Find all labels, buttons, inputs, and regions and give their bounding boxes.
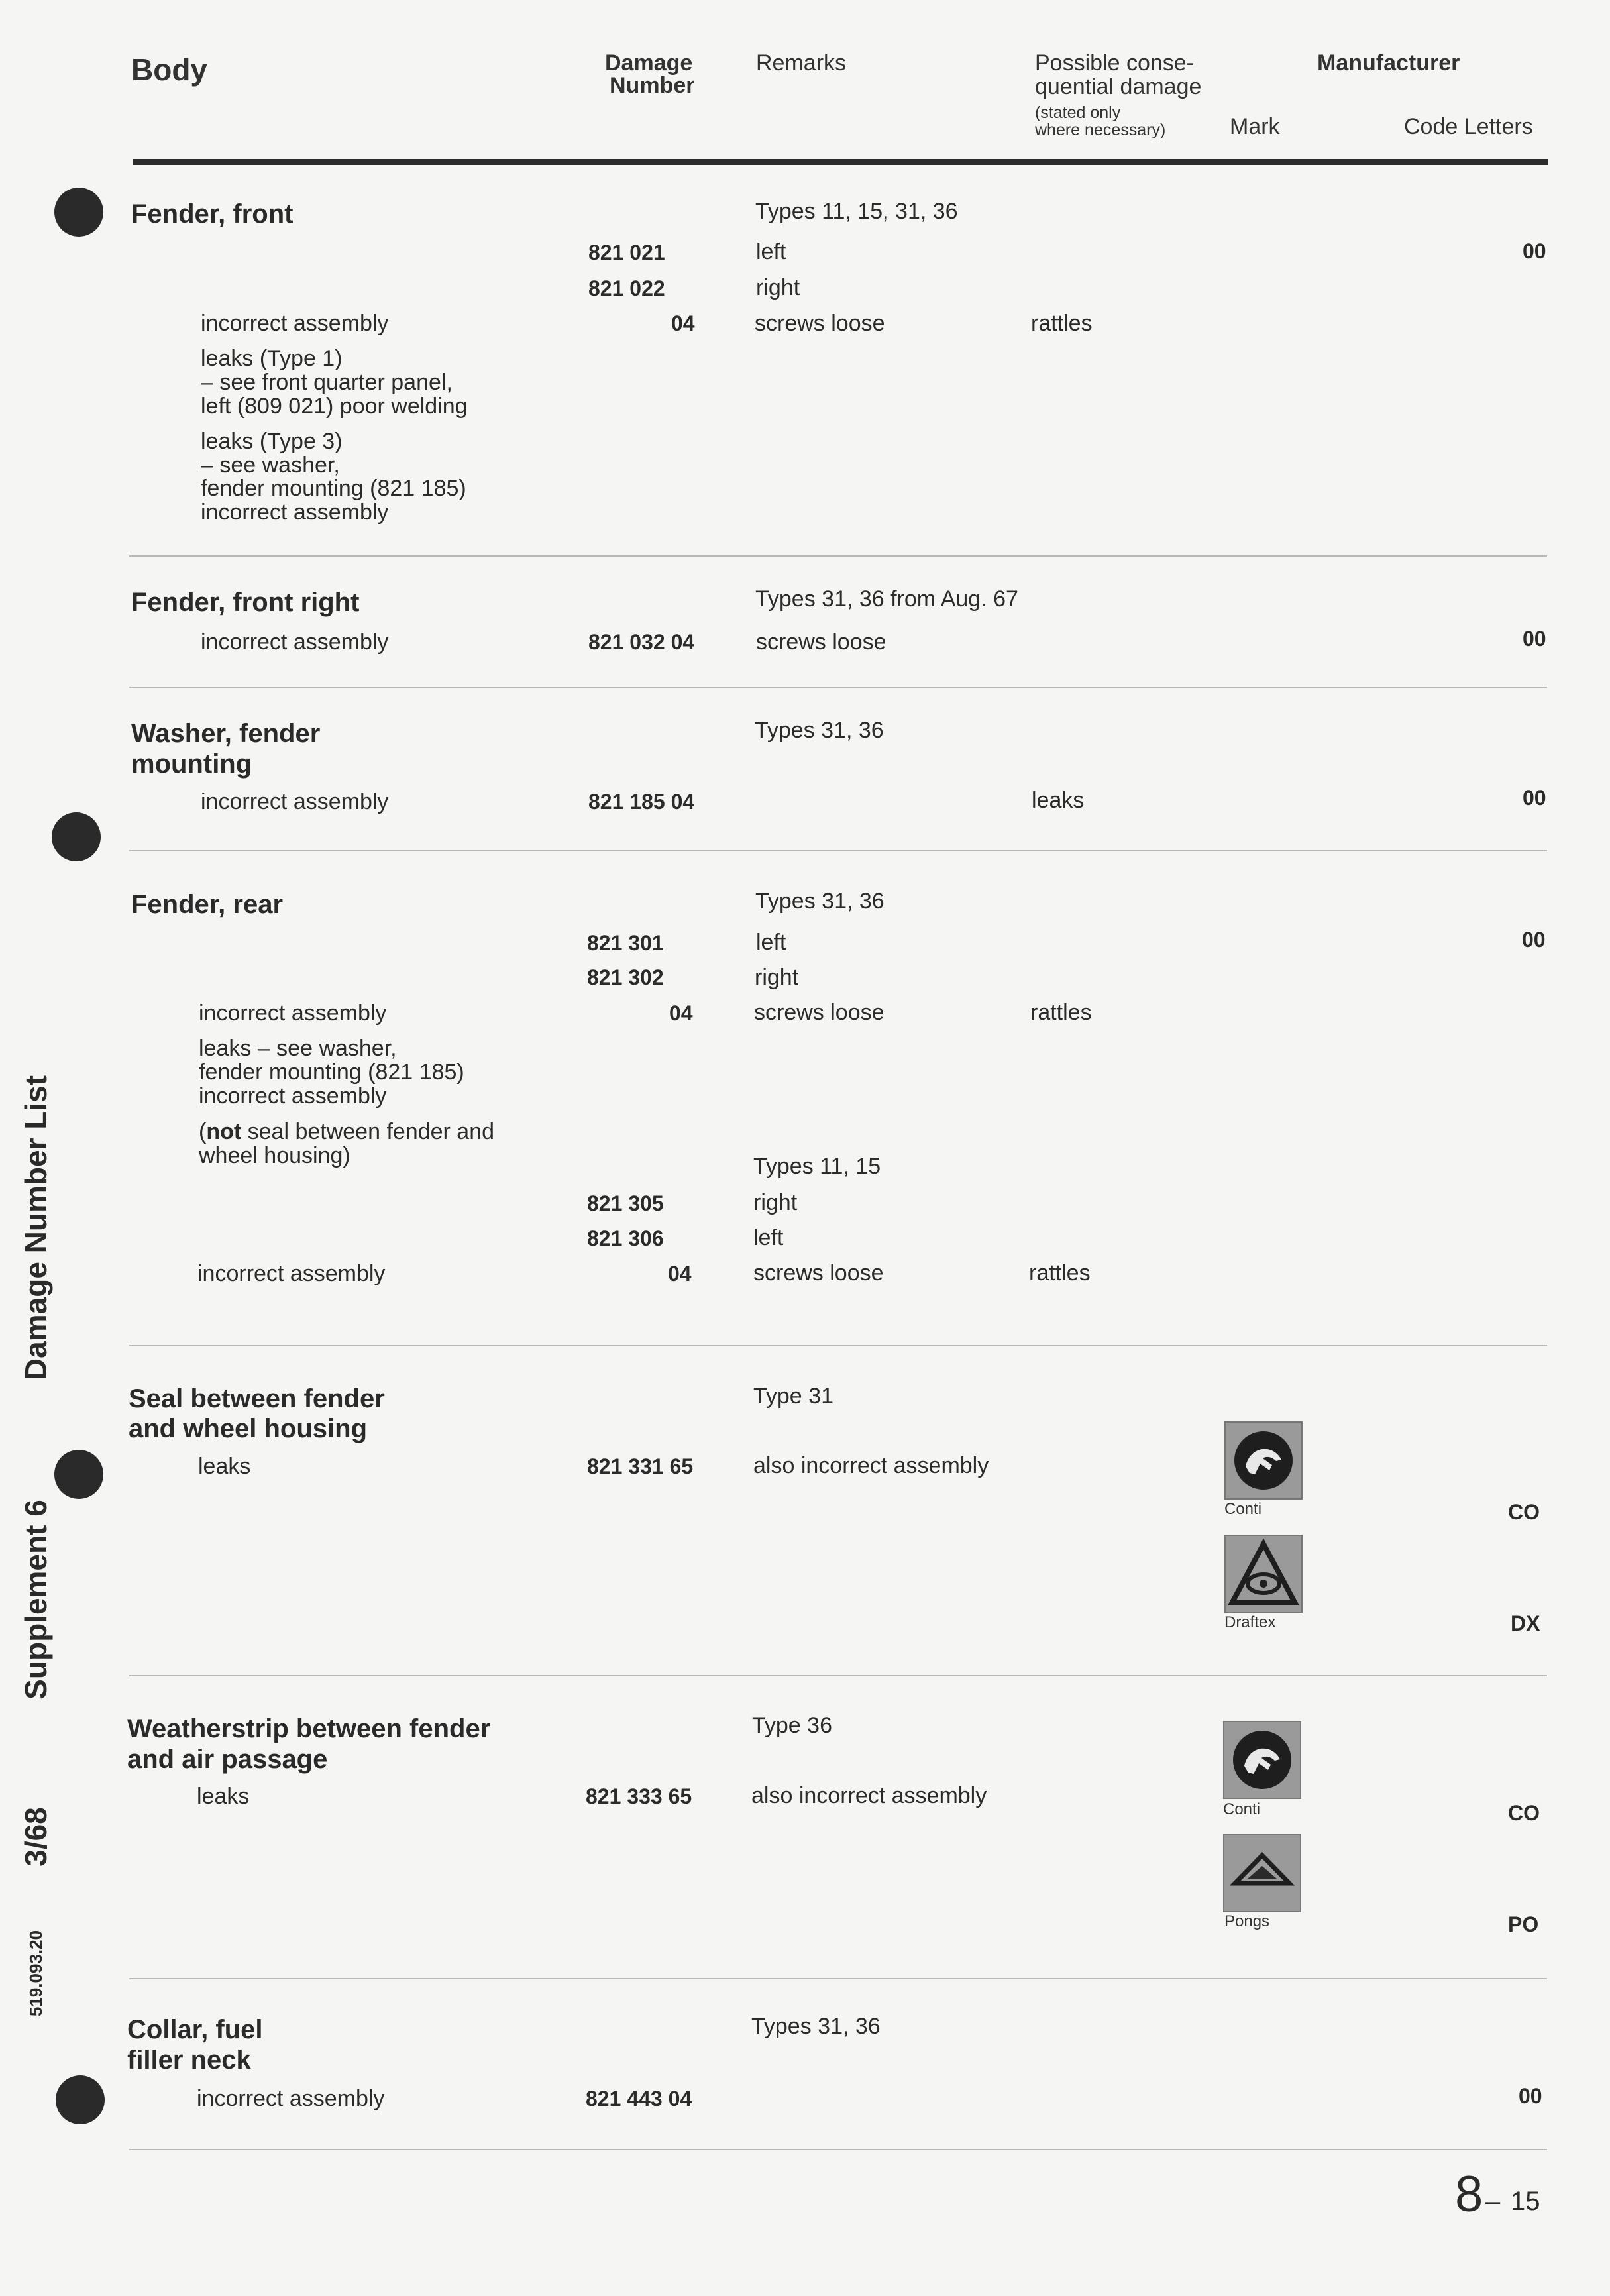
remark: screws loose xyxy=(755,311,885,336)
binder-hole xyxy=(54,1450,103,1499)
page-number-sub: 15 xyxy=(1511,2187,1540,2216)
header-rule xyxy=(133,159,1548,165)
pongs-diamond-icon xyxy=(1224,1835,1300,1911)
mark-label: Draftex xyxy=(1224,1613,1276,1631)
fault-note: wheel housing) xyxy=(199,1143,350,1168)
types: Types 31, 36 xyxy=(755,718,884,743)
sidebar-supplement: Supplement 6 xyxy=(19,1500,53,1700)
section-divider xyxy=(129,555,1547,557)
remark: right xyxy=(753,1190,798,1215)
header-mark: Mark xyxy=(1230,114,1280,139)
header-possible-2: quential damage xyxy=(1035,74,1202,99)
types: Types 11, 15 xyxy=(753,1154,881,1179)
fault-note: leaks (Type 1) xyxy=(201,346,343,371)
conti-logo xyxy=(1223,1721,1301,1799)
fault: incorrect assembly xyxy=(201,789,389,814)
remark: also incorrect assembly xyxy=(751,1783,987,1808)
remark: left xyxy=(753,1225,784,1250)
remark: also incorrect assembly xyxy=(753,1453,989,1478)
types: Types 31, 36 xyxy=(751,2014,881,2039)
header-possible-note-1: (stated only xyxy=(1035,103,1121,122)
damage-number: 821 185 04 xyxy=(588,790,695,814)
code-letters: DX xyxy=(1511,1612,1540,1635)
conti-horse-icon xyxy=(1224,1722,1300,1798)
code-letters: PO xyxy=(1508,1912,1539,1936)
sidebar-doc-number: 519.093.20 xyxy=(26,1930,46,2017)
header-possible-1: Possible conse- xyxy=(1035,50,1195,76)
section-title-collar-2: filler neck xyxy=(127,2046,251,2075)
consequential-damage: rattles xyxy=(1031,311,1093,336)
types: Type 36 xyxy=(752,1713,832,1738)
header-code-letters: Code Letters xyxy=(1404,114,1533,139)
page-number-dash: – xyxy=(1485,2187,1501,2216)
section-title-fender-rear: Fender, rear xyxy=(131,890,284,919)
code-letters: 00 xyxy=(1523,239,1546,263)
code-letters: 00 xyxy=(1523,627,1546,651)
binder-hole xyxy=(56,2075,105,2124)
section-title-weatherstrip-2: and air passage xyxy=(127,1745,328,1774)
damage-number: 821 301 xyxy=(587,931,664,955)
types: Types 31, 36 xyxy=(755,889,885,914)
fault: incorrect assembly xyxy=(201,629,389,655)
fault-note: left (809 021) poor welding xyxy=(201,394,468,419)
code-letters: CO xyxy=(1508,1500,1540,1524)
section-divider xyxy=(129,2149,1547,2150)
remark: screws loose xyxy=(756,629,886,655)
fault: incorrect assembly xyxy=(199,1001,387,1026)
consequential-damage: rattles xyxy=(1030,1000,1092,1025)
damage-number: 821 333 65 xyxy=(586,1784,692,1808)
damage-number: 04 xyxy=(669,1001,693,1025)
header-section-title: Body xyxy=(131,52,207,87)
damage-number: 821 306 xyxy=(587,1227,664,1250)
types: Types 11, 15, 31, 36 xyxy=(755,199,958,224)
damage-number: 821 021 xyxy=(588,241,665,264)
code-letters: 00 xyxy=(1522,928,1546,952)
fault: leaks xyxy=(198,1454,251,1479)
mark-label: Pongs xyxy=(1224,1912,1270,1930)
remark: right xyxy=(755,965,799,990)
section-title-washer: Washer, fender xyxy=(131,719,321,748)
mark-label: Conti xyxy=(1223,1800,1261,1818)
section-title-seal-2: and wheel housing xyxy=(129,1414,368,1443)
binder-hole xyxy=(52,812,101,861)
header-damage-number-2: Number xyxy=(610,73,695,98)
damage-number: 04 xyxy=(671,311,695,335)
sidebar-date: 3/68 xyxy=(19,1807,53,1867)
page-number-main: 8 xyxy=(1455,2166,1483,2222)
damage-number: 821 302 xyxy=(587,965,664,989)
section-title-collar: Collar, fuel xyxy=(127,2015,263,2044)
remark: left xyxy=(756,239,786,264)
section-divider xyxy=(129,687,1547,688)
binder-hole xyxy=(54,188,103,237)
header-remarks: Remarks xyxy=(756,50,847,76)
draftex-logo xyxy=(1224,1535,1303,1613)
code-letters: 00 xyxy=(1519,2084,1542,2108)
header-damage-number-1: Damage xyxy=(605,50,693,76)
section-title-fender-front: Fender, front xyxy=(131,199,294,229)
header-manufacturer: Manufacturer xyxy=(1317,50,1460,76)
pongs-logo xyxy=(1223,1834,1301,1912)
fault: leaks xyxy=(197,1784,250,1809)
fault-note: fender mounting (821 185) xyxy=(201,476,466,501)
remark: screws loose xyxy=(753,1260,884,1285)
fault: incorrect assembly xyxy=(197,1261,386,1286)
note-rest: seal between fender and xyxy=(241,1119,495,1144)
section-divider xyxy=(129,850,1547,851)
fault-note: incorrect assembly xyxy=(201,500,389,525)
section-title-seal: Seal between fender xyxy=(129,1384,385,1413)
conti-horse-icon xyxy=(1226,1423,1301,1498)
header-possible-note-2: where necessary) xyxy=(1035,121,1166,139)
fault-note: incorrect assembly xyxy=(199,1083,387,1109)
conti-logo xyxy=(1224,1421,1303,1500)
consequential-damage: rattles xyxy=(1029,1260,1091,1285)
fault-note: fender mounting (821 185) xyxy=(199,1060,464,1085)
damage-number: 821 443 04 xyxy=(586,2087,692,2110)
remark: left xyxy=(756,930,786,955)
damage-number: 821 305 xyxy=(587,1191,664,1215)
fault: incorrect assembly xyxy=(201,311,389,336)
fault-note xyxy=(199,1120,494,1144)
damage-number: 821 331 65 xyxy=(587,1454,694,1478)
remark: right xyxy=(756,275,800,300)
remark: screws loose xyxy=(754,1000,885,1025)
code-letters: CO xyxy=(1508,1801,1540,1825)
section-divider xyxy=(129,1978,1547,1979)
section-title-fender-front-right: Fender, front right xyxy=(131,588,360,617)
fault-note: leaks – see washer, xyxy=(199,1036,397,1061)
damage-number: 821 032 04 xyxy=(588,630,695,654)
consequential-damage: leaks xyxy=(1032,788,1085,813)
section-title-weatherstrip: Weatherstrip between fender xyxy=(127,1714,491,1743)
mark-label: Conti xyxy=(1224,1500,1262,1518)
section-title-washer-2: mounting xyxy=(131,749,252,779)
types: Type 31 xyxy=(753,1384,833,1409)
section-divider xyxy=(129,1675,1547,1676)
fault-note: – see washer, xyxy=(201,453,340,478)
sidebar-list-title: Damage Number List xyxy=(19,1075,53,1381)
fault: incorrect assembly xyxy=(197,2086,385,2111)
damage-number: 821 022 xyxy=(588,276,665,300)
note-paren: ( xyxy=(199,1119,207,1144)
section-divider xyxy=(129,1345,1547,1346)
fault-note: – see front quarter panel, xyxy=(201,370,453,395)
draftex-triangle-icon xyxy=(1226,1536,1301,1612)
note-bold: not xyxy=(206,1119,242,1144)
types: Types 31, 36 from Aug. 67 xyxy=(755,586,1018,612)
damage-number: 04 xyxy=(668,1262,692,1285)
code-letters: 00 xyxy=(1523,786,1546,810)
fault-note: leaks (Type 3) xyxy=(201,429,343,454)
